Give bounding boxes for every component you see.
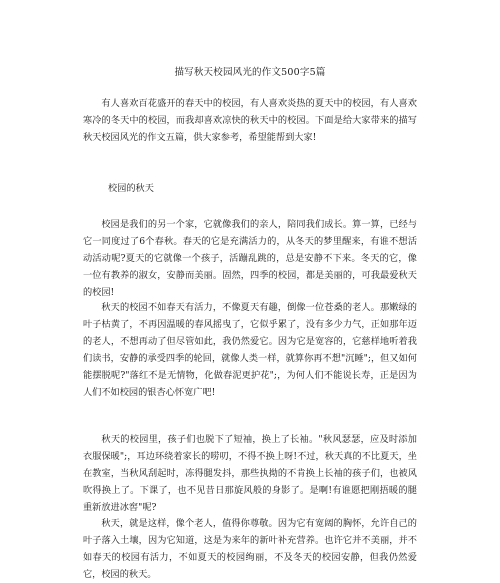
body-paragraph: 秋天的校园不如春天有活力，不像夏天有趣，倒像一位苍桑的老人。那嫩绿的叶子枯黄了，不再因温暖的春风摇曳了，它似乎累了，没有多少力气，正如那年迈的老人，不想再动了但尽管如此，我仍然爱它。因为它是宽容的，它慈样地听着我们读书，安静的承受四季的轮回，就像人类一样，就算你再不想"沉睡";，但又如何能摆脱呢?"落红不是无情物，化做春泥更护花";，为何人们不能说长寿，正是因为人们不如校园的银杏心怀宽广吧! [83,302,417,398]
intro-paragraph: 有人喜欢百花盛开的春天中的校园，有人喜欢炎热的夏天中的校园，有人喜欢寒冷的冬天中的校园，而我却喜欢凉快的秋天中的校园。下面是给大家带来的描写秋天校园风光的作文五篇，供大家参考，希望能帮到大家! [83,98,417,143]
document-title: 描写秋天校园风光的作文500字5篇 [174,67,326,78]
body-paragraph: 秋天，就是这样，像个老人，值得你尊敬。因为它有宽阔的胸怀，允许自己的叶子落入土壤，因为它知道，这是为来年的新叶补充营养。也许它并不美丽，并不如春天的校园有活力，不如夏天的校园绚丽，不及冬天的校园安静，但我仍然爱它，校园的秋天。 [83,518,417,580]
section-heading: 校园的秋天 [108,183,154,194]
body-paragraph: 秋天的校园里，孩子们也脱下了短袖，换上了长袖。"秋风瑟瑟，应及时添加衣服保暖";，耳边环绕着家长的唠叨，不得不换上呀!不过，秋天真的不比夏天，坐在教室，当秋风刮起时，冻得腿发抖，那些执拗的不肯换上长袖的孩子们，也被风吹得换上了。下课了，也不见昔日那旋风般的身影了。是啊!有谁愿把刚捂暖的腿重新放进冰窖"呢? [83,434,417,513]
body-paragraph: 校园是我们的另一个家，它就像我们的亲人，陪同我们成长。算一算，已经与它一同度过了6个春秋。春天的它是充满活力的，从冬天的梦里醒来，有谁不想活动活动呢?夏天的它就像一个孩子，活蹦乱跳的，总是安静不下来。冬天的它，像一位有教养的淑女，安静而美丽。固然，四季的校园，都是美丽的，可我最爱秋天的校园! [83,219,417,298]
